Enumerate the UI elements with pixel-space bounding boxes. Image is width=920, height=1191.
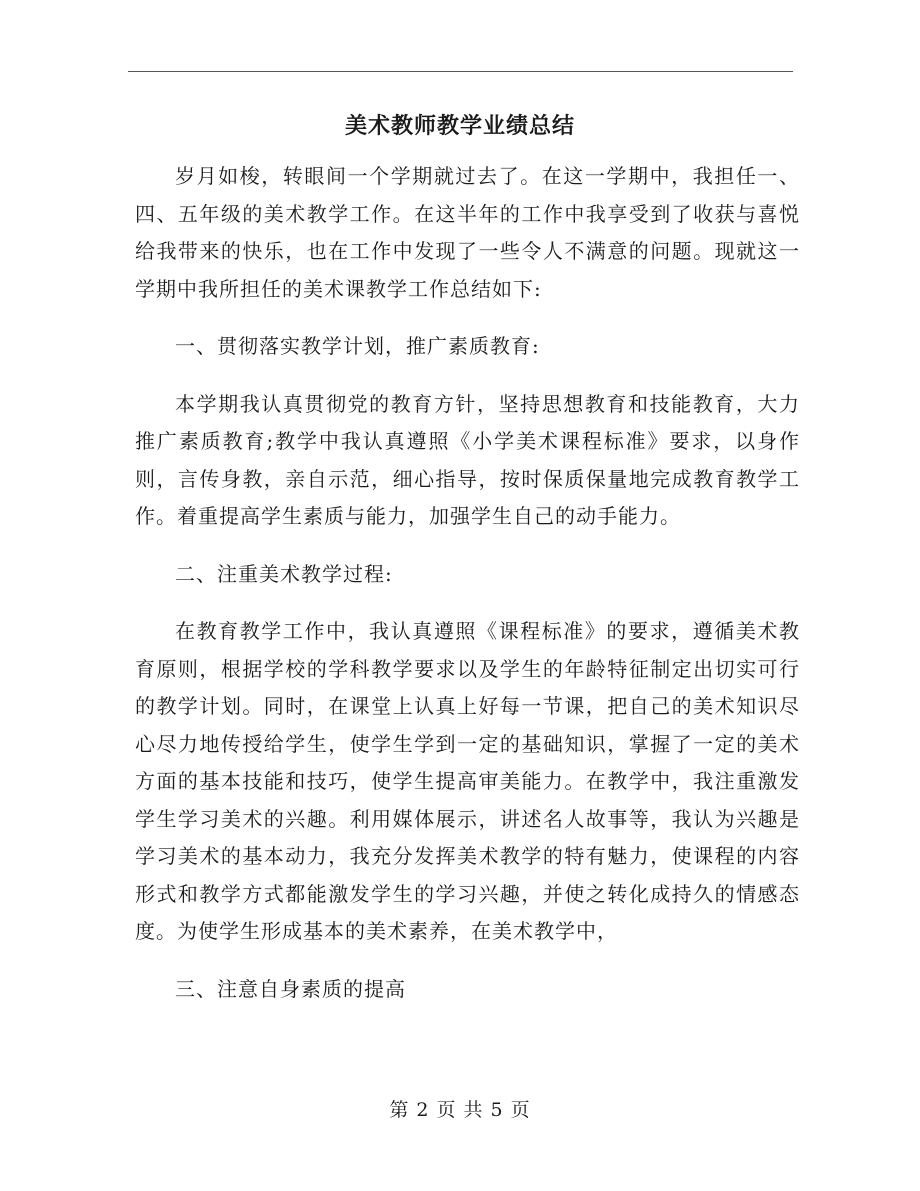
paragraph-section-1: 本学期我认真贯彻党的教育方针，坚持思想教育和技能教育，大力推广素质教育;教学中我认真遵照《小学美术课程标准》要求，以身作则，言传身教，亲自示范，细心指导，按时保质保量地完成教育教学工作。着重提高学生素质与能力，加强学生自己的动手能力。 [135, 391, 800, 528]
section-heading-3: 三、注意自身素质的提高 [175, 976, 406, 1001]
section-heading-2: 二、注重美术教学过程: [175, 561, 393, 586]
paragraph-section-2: 在教育教学工作中，我认真遵照《课程标准》的要求，遵循美术教育原则，根据学校的学科教学要求以及学生的年龄特征制定出切实可行的教学计划。同时，在课堂上认真上好每一节课，把自己的美术知识尽心尽力地传授给学生，使学生学到一定的基础知识，掌握了一定的美术方面的基本技能和技巧，使学生提高审美能力。在教学中，我注重激发学生学习美术的兴趣。利用媒体展示，讲述名人故事等，我认为兴趣是学习美术的基本动力，我充分发挥美术教学的特有魅力，使课程的内容形式和教学方式都能激发学生的学习兴趣，并使之转化成持久的情感态度。为使学生形成基本的美术素养，在美术教学中， [135, 619, 800, 943]
document-title: 美术教师教学业绩总结 [344, 113, 575, 139]
header-rule [128, 71, 793, 72]
page-number: 第 2 页 共 5 页 [389, 1099, 531, 1121]
document-body [135, 158, 800, 1028]
section-heading-1: 一、贯彻落实教学计划，推广素质教育: [175, 334, 540, 358]
page-footer [0, 1096, 920, 1124]
paragraph-intro: 岁月如梭，转眼间一个学期就过去了。在这一学期中，我担任一、四、五年级的美术教学工作。在这半年的工作中我享受到了收获与喜悦给我带来的快乐，也在工作中发现了一些令人不满意的问题。现就这一学期中我所担任的美术课教学工作总结如下: [135, 164, 800, 301]
